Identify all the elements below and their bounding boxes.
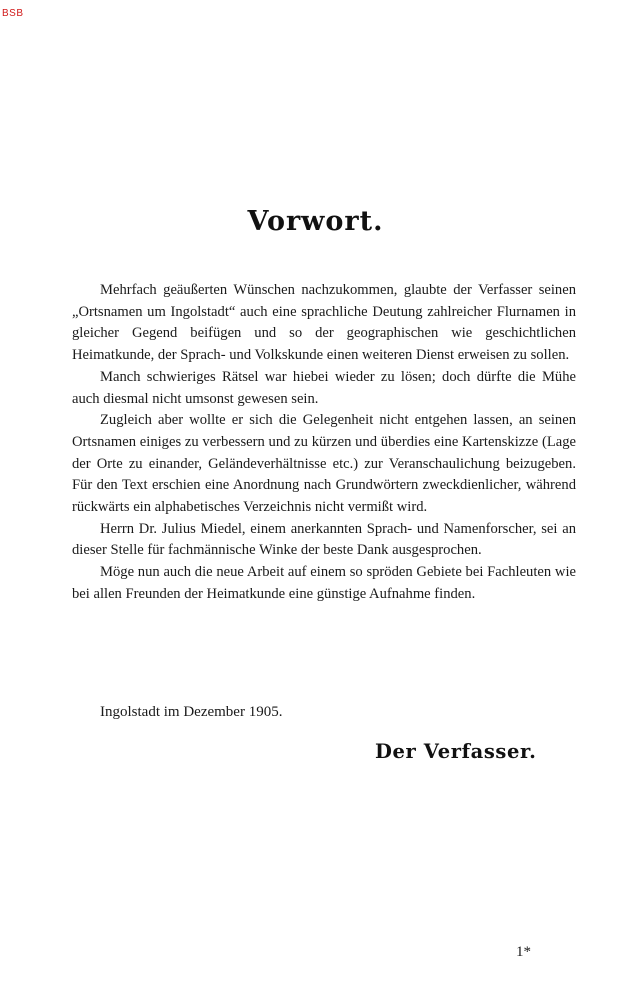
author-signature: Der Verfasser. xyxy=(375,740,537,763)
paragraph: Manch schwieriges Rätsel war hiebei wieder zu lösen; doch dürfte die Mühe auch diesmal nicht umsonst gewesen sein. xyxy=(72,368,576,407)
paragraph: Zugleich aber wollte er sich die Gelegenheit nicht entgehen lassen, an seinen Ortsnamen einiges zu verbessern und zu kürzen und überdies eine Kartenskizze (Lage der Orte zu einander, Geländeverhältnisse etc.) zur Veranschaulichung beizugeben. Für den Text erschien eine Anordnung nach Grundwörtern zweckdienlicher, während rückwärts ein alphabetisches Verzeichnis nicht vermißt wird. xyxy=(72,412,576,516)
paragraph: Mehrfach geäußerten Wünschen nachzukommen, glaubte der Verfasser seinen „Ortsnamen um Ingolstadt“ auch eine sprachliche Deutung zahlreicher Flurnamen in gleicher Gegend beifügen und so der geographischen wie geschichtlichen Heimatkunde, der Sprach- und Volkskunde einen weiteren Dienst erweisen zu sollen. xyxy=(72,282,576,364)
page-number: 1* xyxy=(516,944,531,960)
paragraph: Herrn Dr. Julius Miedel, einem anerkannten Sprach- und Namenforscher, sei an dieser Stelle für fachmännische Winke der beste Dank ausgesprochen. xyxy=(72,520,576,559)
page-title: Vorwort. xyxy=(247,206,384,237)
foreword-body xyxy=(72,280,576,606)
paragraph: Möge nun auch die neue Arbeit auf einem so spröden Gebiete bei Fachleuten wie bei allen Freunden der Heimatkunde eine günstige Aufnahme finden. xyxy=(72,564,576,602)
library-watermark: BSB xyxy=(2,8,24,19)
place-and-date: Ingolstadt im Dezember 1905. xyxy=(100,704,283,720)
